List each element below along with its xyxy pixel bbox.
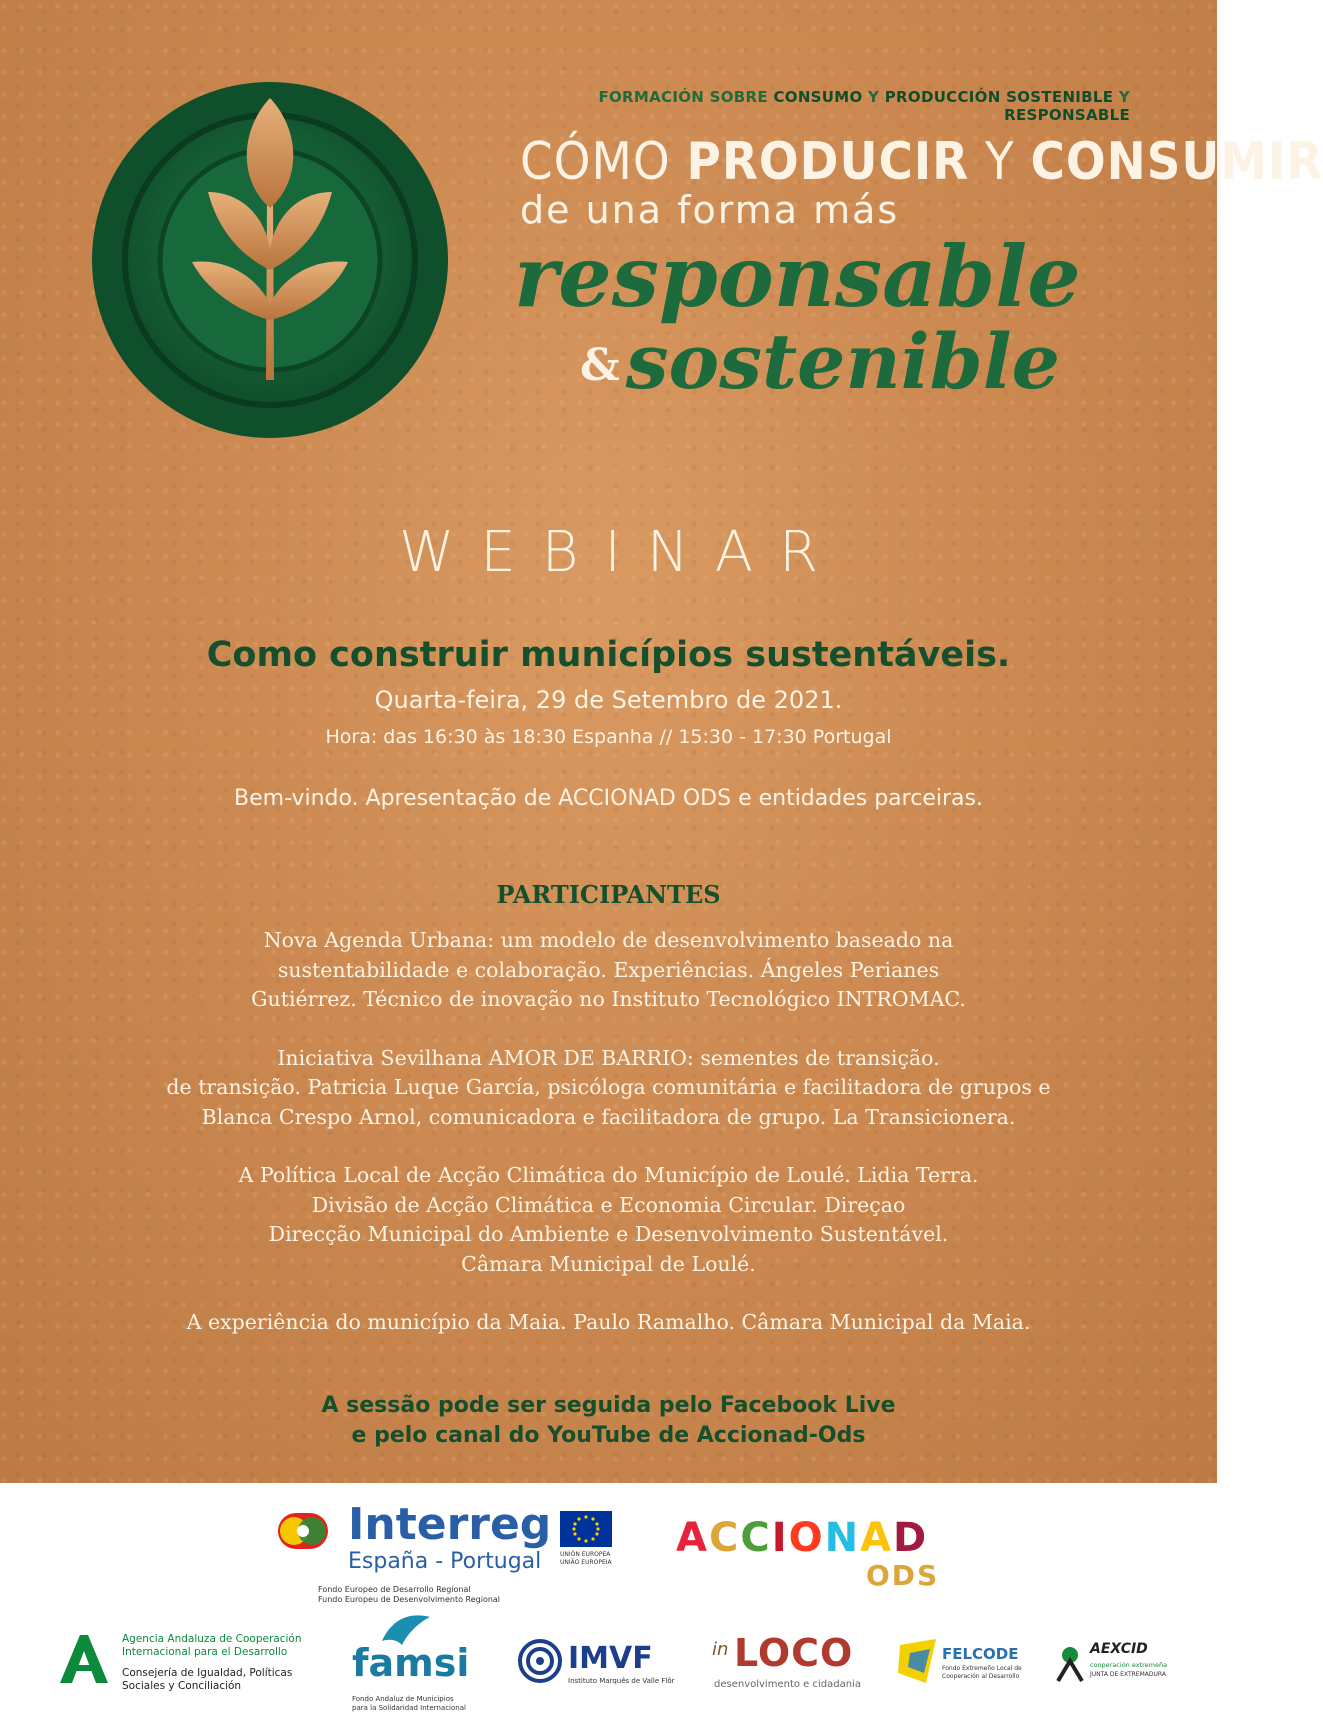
participant-item <box>0 1161 1217 1279</box>
eu-label2: UNIÃO EUROPEIA <box>560 1559 612 1566</box>
interreg-sub: España - Portugal <box>348 1549 542 1574</box>
participant-line: de transição. Patricia Luque García, psicóloga comunitária e facilitadora de grupos e <box>166 1075 1051 1099</box>
headline-script-sostenible <box>580 317 1130 406</box>
participants-title: PARTICIPANTES <box>496 880 721 909</box>
headline-line2: de una forma más <box>520 188 900 232</box>
accionad-sub: ODS <box>866 1559 940 1592</box>
webinar-label: WEBINAR <box>398 520 845 585</box>
ampersand: & <box>580 340 620 391</box>
famsi-l2: para la Solidaridad Internacional <box>352 1704 466 1712</box>
kicker-bold: CONSUMO <box>773 88 863 106</box>
participant-line: Blanca Crespo Arnol, comunicadora e facilitadora de grupo. La Transicionera. <box>201 1104 1016 1129</box>
headline-word: CÓMO <box>520 132 687 192</box>
inloco-pre: in <box>712 1639 729 1660</box>
participant-line: Câmara Municipal de Loulé. <box>461 1251 756 1276</box>
participant-line: Direcção Municipal do Ambiente e Desenvolvimento Sustentável. <box>268 1222 949 1246</box>
participant-item <box>0 1044 1217 1133</box>
accionad-letter: O <box>788 1515 825 1561</box>
felcode-mark-icon <box>896 1637 940 1685</box>
andalucia-a-icon <box>56 1631 112 1687</box>
inloco-logo <box>712 1633 862 1699</box>
participant-line: Gutiérrez. Técnico de inovação no Instituto Tecnológico INTROMAC. <box>251 987 966 1011</box>
headline-script-responsable: responsable <box>514 227 1081 326</box>
eu-label1: UNIÓN EUROPEA <box>560 1551 611 1558</box>
kicker <box>520 88 1130 124</box>
headline-line1 <box>520 132 1323 192</box>
imvf-sub: Instituto Marquês de Valle Flôr <box>568 1677 675 1685</box>
andaluza-l3: Consejería de Igualdad, Políticas <box>122 1667 293 1679</box>
interreg-logo <box>276 1499 636 1613</box>
participant-line: A experiência do município da Maia. Paulo Ramalho. Câmara Municipal da Maia. <box>186 1310 1031 1334</box>
participant-line: Iniciativa Sevilhana AMOR DE BARRIO: sementes de transição. <box>277 1045 940 1070</box>
kicker-text: Y <box>862 88 885 106</box>
andaluza-l4: Sociales y Conciliación <box>122 1680 242 1692</box>
participants-list <box>0 926 1217 1367</box>
accionad-letter: N <box>824 1515 861 1561</box>
participant-line: A Política Local de Acção Climática do Município de Loulé. Lidia Terra. <box>238 1163 979 1187</box>
kicker-bold: PRODUCCIÓN SOSTENIBLE <box>884 88 1114 106</box>
event-date: Quarta-feira, 29 de Setembro de 2021. <box>374 686 843 714</box>
accionad-name <box>676 1515 956 1561</box>
felcode-logo <box>896 1637 1026 1693</box>
inloco-name: LOCO <box>734 1631 854 1675</box>
kicker-bold: RESPONSABLE <box>1004 106 1130 124</box>
interreg-fund2: Fundo Europeu de Desenvolvimento Regional <box>318 1595 501 1604</box>
kicker-text: Y <box>1113 88 1130 106</box>
famsi-name: famsi <box>352 1641 470 1685</box>
inloco-sub: desenvolvimento e cidadania <box>714 1679 861 1690</box>
leaf-emblem-icon <box>90 80 450 440</box>
famsi-l1: Fondo Andaluz de Municipios <box>352 1695 454 1703</box>
interreg-fund1: Fondo Europeo de Desarrollo Regional <box>318 1585 471 1594</box>
andaluza-l2: Internacional para el Desarrollo <box>122 1646 288 1658</box>
accionad-logo <box>676 1515 956 1595</box>
event-hour: Hora: das 16:30 às 18:30 Espanha // 15:30 - 17:30 Portugal <box>325 726 892 748</box>
event-title: Como construir municípios sustentáveis. <box>206 635 1011 675</box>
participant-line: Divisão de Acção Climática e Economia Circular. Direçao <box>311 1192 906 1217</box>
streaming-note-line: A sessão pode ser seguida pelo Facebook Live <box>321 1393 896 1418</box>
accionad-letter: D <box>893 1515 929 1561</box>
imvf-globe-icon <box>518 1639 562 1683</box>
participant-line: Nova Agenda Urbana: um modelo de desenvolvimento baseado na <box>263 928 954 952</box>
accionad-letter: A <box>860 1515 894 1561</box>
aexcid-name: AEXCID <box>1090 1641 1148 1657</box>
interreg-flags-icon <box>276 1511 330 1551</box>
aexcid-mark-icon <box>1054 1643 1086 1683</box>
header <box>514 88 1323 406</box>
andaluza-logo <box>56 1631 316 1701</box>
famsi-logo <box>344 1611 484 1719</box>
felcode-l2: Cooperación al Desarrollo <box>942 1673 1020 1680</box>
partner-logos <box>0 1483 1217 1722</box>
aexcid-logo <box>1054 1641 1174 1691</box>
imvf-logo <box>518 1639 675 1699</box>
accionad-letter: C <box>740 1515 772 1561</box>
interreg-name: Interreg <box>348 1499 552 1550</box>
aexcid-l2: JUNTA DE EXTREMADURA <box>1090 1671 1166 1678</box>
participant-item <box>0 1308 1217 1338</box>
streaming-note <box>0 1391 1217 1451</box>
participant-item <box>0 926 1217 1015</box>
event-welcome: Bem-vindo. Apresentação de ACCIONAD ODS e entidades parceiras. <box>234 786 983 811</box>
participant-line: sustentabilidade e colaboração. Experiências. Ángeles Perianes <box>277 957 940 982</box>
aexcid-l1: cooperación extremeña <box>1090 1661 1168 1669</box>
accionad-letter: I <box>771 1515 789 1561</box>
eu-flag-icon <box>560 1511 612 1547</box>
kicker-text: FORMACIÓN SOBRE <box>598 88 774 106</box>
streaming-note-line: e pelo canal do YouTube de Accionad-Ods <box>351 1423 866 1448</box>
headline-word: CONSUMIR <box>1030 132 1323 192</box>
headline-script-text: sostenible <box>625 317 1060 406</box>
andaluza-l1: Agencia Andaluza de Cooperación <box>122 1633 302 1645</box>
felcode-name: FELCODE <box>942 1645 1019 1663</box>
accionad-letter: C <box>708 1515 741 1561</box>
headline-word: Y <box>969 132 1031 192</box>
felcode-l1: Fondo Extremeño Local de <box>942 1665 1022 1672</box>
imvf-name: IMVF <box>568 1641 653 1676</box>
accionad-letter: A <box>676 1515 709 1561</box>
headline-word: PRODUCIR <box>686 132 970 192</box>
